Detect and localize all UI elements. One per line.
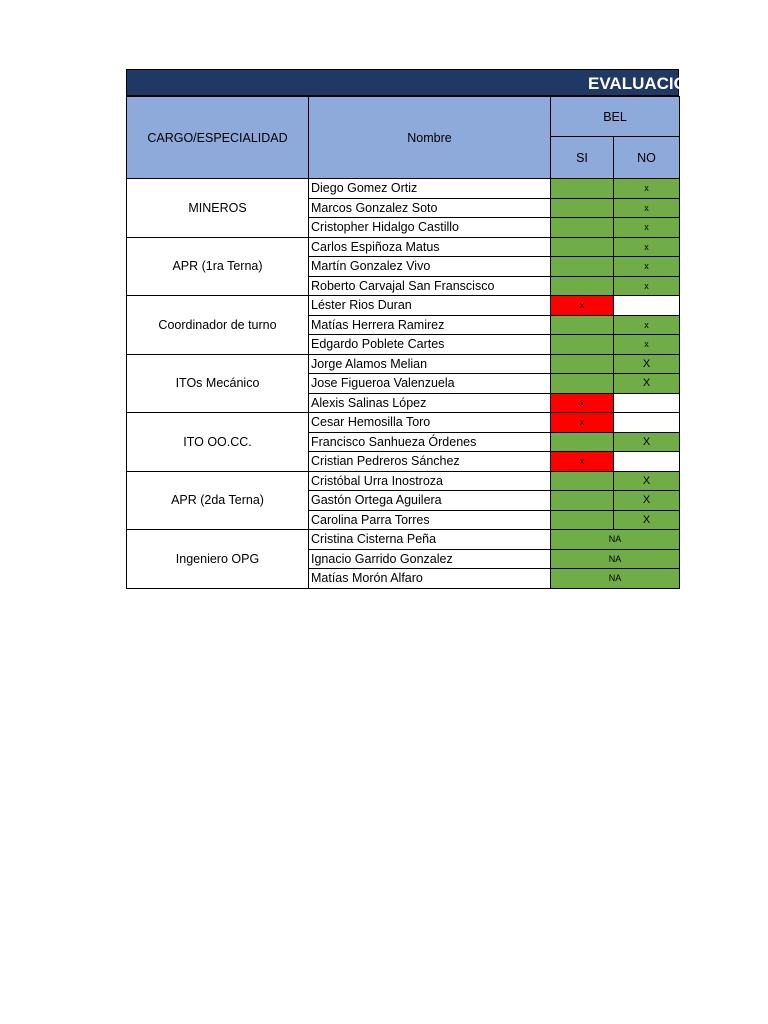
table-row — [127, 413, 680, 433]
no-cell: x — [614, 198, 680, 218]
si-cell — [551, 257, 614, 277]
no-cell: x — [614, 179, 680, 199]
nombre-cell: Gastón Ortega Aguilera — [309, 491, 551, 511]
si-cell — [551, 374, 614, 394]
cargo-cell: ITO OO.CC. — [127, 413, 309, 472]
header-si: SI — [551, 137, 614, 179]
si-cell — [551, 179, 614, 199]
no-cell: x — [614, 218, 680, 238]
no-cell: x — [614, 276, 680, 296]
nombre-cell: Jose Figueroa Valenzuela — [309, 374, 551, 394]
no-cell — [614, 296, 680, 316]
no-cell — [614, 393, 680, 413]
table-row — [127, 237, 680, 257]
nombre-cell: Marcos Gonzalez Soto — [309, 198, 551, 218]
table-row — [127, 179, 680, 199]
na-cell: NA — [551, 530, 680, 550]
table-row — [127, 296, 680, 316]
evaluation-sheet — [126, 69, 700, 589]
si-cell — [551, 335, 614, 355]
nombre-cell: Edgardo Poblete Cartes — [309, 335, 551, 355]
title-bar — [126, 69, 700, 96]
si-cell: x — [551, 452, 614, 472]
cargo-cell: ITOs Mecánico — [127, 354, 309, 413]
na-cell: NA — [551, 569, 680, 589]
header-cargo: CARGO/ESPECIALIDAD — [127, 97, 309, 179]
nombre-cell: Martín Gonzalez Vivo — [309, 257, 551, 277]
si-cell: x — [551, 393, 614, 413]
si-cell: x — [551, 296, 614, 316]
si-cell — [551, 237, 614, 257]
no-cell: x — [614, 257, 680, 277]
cargo-cell: Coordinador de turno — [127, 296, 309, 355]
no-cell: x — [614, 315, 680, 335]
table-row — [127, 354, 680, 374]
table-body — [127, 179, 680, 589]
evaluation-table — [126, 96, 680, 589]
nombre-cell: Cristina Cisterna Peña — [309, 530, 551, 550]
na-cell: NA — [551, 549, 680, 569]
si-cell — [551, 354, 614, 374]
si-cell: x — [551, 413, 614, 433]
nombre-cell: Cristopher Hidalgo Castillo — [309, 218, 551, 238]
nombre-cell: Léster Rios Duran — [309, 296, 551, 316]
nombre-cell: Cristóbal Urra Inostroza — [309, 471, 551, 491]
no-cell — [614, 452, 680, 472]
cargo-cell: MINEROS — [127, 179, 309, 238]
nombre-cell: Roberto Carvajal San Franscisco — [309, 276, 551, 296]
no-cell — [614, 413, 680, 433]
nombre-cell: Ignacio Garrido Gonzalez — [309, 549, 551, 569]
no-cell: x — [614, 335, 680, 355]
header-nombre: Nombre — [309, 97, 551, 179]
nombre-cell: Alexis Salinas López — [309, 393, 551, 413]
cargo-cell: APR (1ra Terna) — [127, 237, 309, 296]
si-cell — [551, 315, 614, 335]
no-cell: X — [614, 471, 680, 491]
header-bel: BEL — [551, 97, 680, 137]
si-cell — [551, 276, 614, 296]
si-cell — [551, 198, 614, 218]
si-cell — [551, 218, 614, 238]
si-cell — [551, 491, 614, 511]
cargo-cell: APR (2da Terna) — [127, 471, 309, 530]
nombre-cell: Jorge Alamos Melian — [309, 354, 551, 374]
no-cell: X — [614, 374, 680, 394]
table-row — [127, 471, 680, 491]
no-cell: X — [614, 354, 680, 374]
no-cell: X — [614, 510, 680, 530]
nombre-cell: Cristian Pedreros Sánchez — [309, 452, 551, 472]
no-cell: X — [614, 491, 680, 511]
no-cell: x — [614, 237, 680, 257]
nombre-cell: Matías Herrera Ramirez — [309, 315, 551, 335]
no-cell: X — [614, 432, 680, 452]
sheet-title: EVALUACIÓN — [588, 74, 700, 93]
nombre-cell: Diego Gomez Ortiz — [309, 179, 551, 199]
nombre-cell: Cesar Hemosilla Toro — [309, 413, 551, 433]
table-row — [127, 530, 680, 550]
header-no: NO — [614, 137, 680, 179]
nombre-cell: Francisco Sanhueza Órdenes — [309, 432, 551, 452]
si-cell — [551, 432, 614, 452]
nombre-cell: Carlos Espiñoza Matus — [309, 237, 551, 257]
si-cell — [551, 471, 614, 491]
cargo-cell: Ingeniero OPG — [127, 530, 309, 589]
nombre-cell: Carolina Parra Torres — [309, 510, 551, 530]
nombre-cell: Matías Morón Alfaro — [309, 569, 551, 589]
si-cell — [551, 510, 614, 530]
